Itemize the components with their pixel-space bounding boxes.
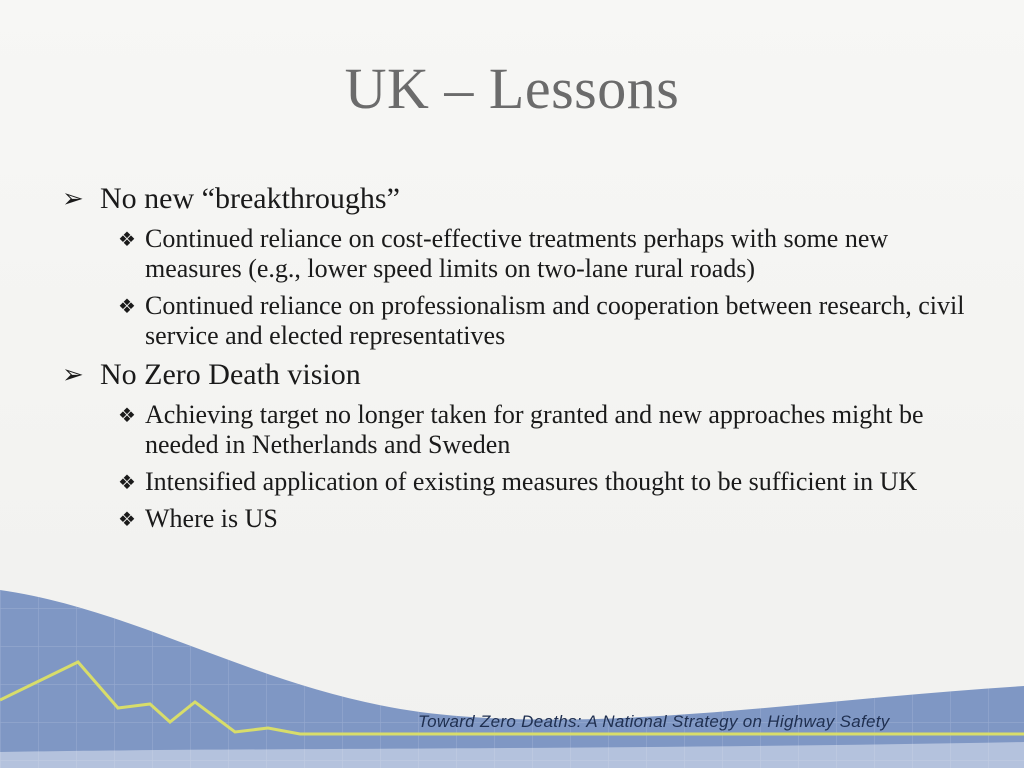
sub-bullet-item: [118, 467, 982, 497]
bullet-item: [62, 358, 982, 392]
sub-bullet-text: Continued reliance on cost-effective treatments perhaps with some new measures (e.g., lower speed limits on two-lane rural roads): [145, 224, 889, 283]
sub-bullet-item: [118, 504, 982, 534]
sub-bullet-text: Continued reliance on professionalism and cooperation between research, civil service and elected representatives: [145, 291, 965, 350]
sub-bullet-text: Where is US: [145, 504, 278, 533]
bullet-text: No new “breakthroughs”: [100, 182, 400, 215]
sub-bullet-item: [118, 400, 982, 460]
sub-bullet-list: [118, 224, 982, 351]
diamond-bullet-icon: ❖: [118, 227, 136, 251]
arrow-bullet-icon: ➢: [62, 360, 84, 390]
bullet-text: No Zero Death vision: [100, 358, 361, 391]
bullet-list: [62, 182, 982, 541]
sub-bullet-item: [118, 291, 982, 351]
arrow-bullet-icon: ➢: [62, 184, 84, 214]
sub-bullet-list: [118, 400, 982, 534]
sub-bullet-text: Intensified application of existing measures thought to be sufficient in UK: [145, 467, 918, 496]
bullet-item: [62, 182, 982, 216]
sub-bullet-text: Achieving target no longer taken for granted and new approaches might be needed in Netherlands and Sweden: [145, 400, 924, 459]
diamond-bullet-icon: ❖: [118, 507, 136, 531]
slide-title: UK – Lessons: [344, 56, 680, 121]
sub-bullet-item: [118, 224, 982, 284]
footer-tagline: Toward Zero Deaths: A National Strategy on Highway Safety: [418, 712, 890, 731]
diamond-bullet-icon: ❖: [118, 470, 136, 494]
diamond-bullet-icon: ❖: [118, 294, 136, 318]
diamond-bullet-icon: ❖: [118, 403, 136, 427]
